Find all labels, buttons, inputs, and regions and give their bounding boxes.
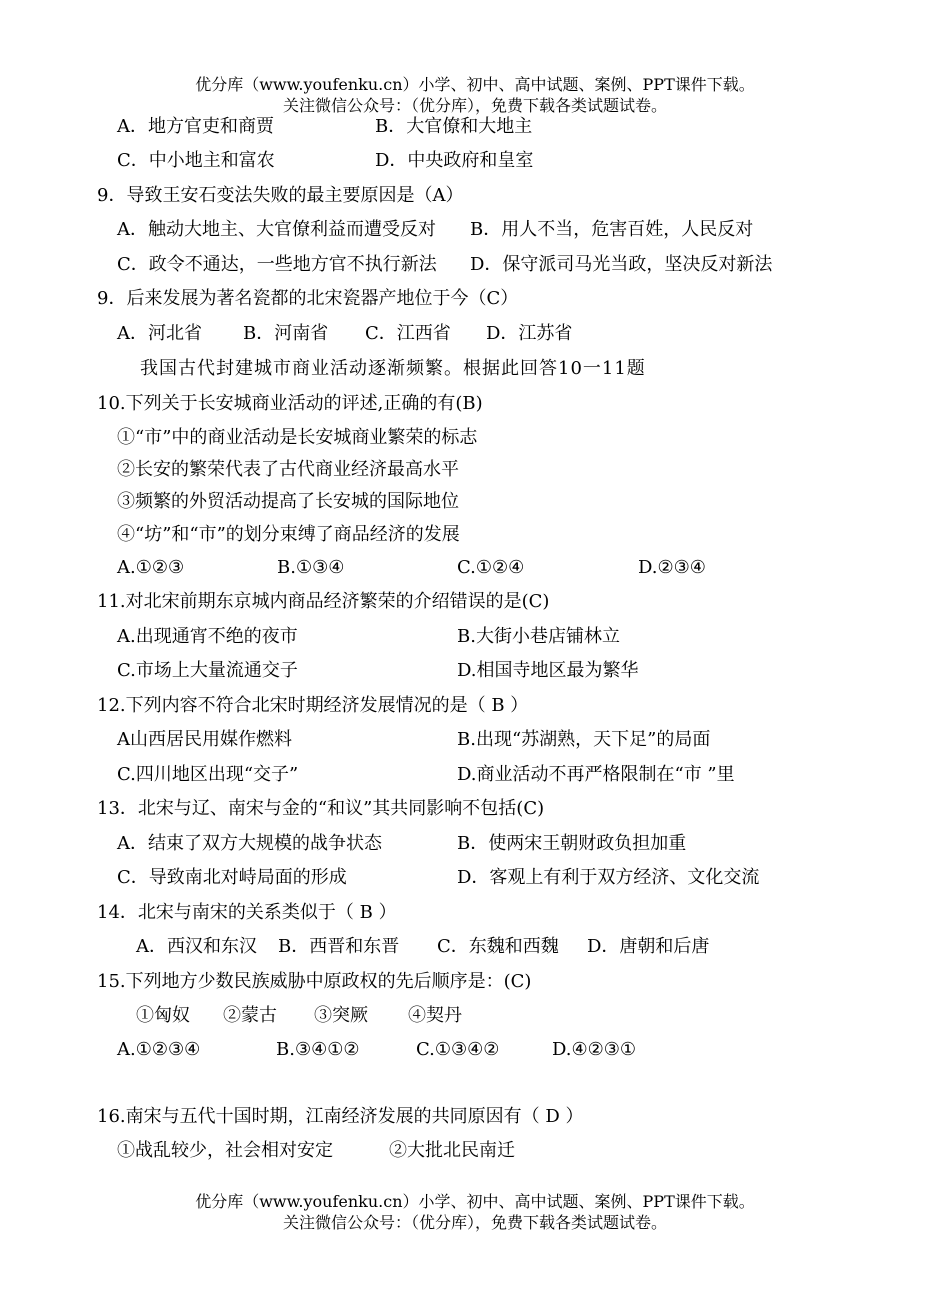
- option-c: C．政令不通达，一些地方官不执行新法: [117, 254, 437, 275]
- item-2: ②大批北民南迁: [389, 1140, 515, 1161]
- item-4: ④契丹: [408, 1005, 462, 1026]
- question-10-item-3: ③频繁的外贸活动提高了长安城的国际地位: [117, 491, 459, 512]
- page-footer-line-1: 优分库（www.youfenku.cn）小学、初中、高中试题、案例、PPT课件下载。: [195, 1192, 755, 1211]
- option-a: A．河北省: [117, 323, 202, 344]
- option-b: B.①③④: [277, 557, 345, 578]
- option-d: D．唐朝和后唐: [587, 936, 710, 957]
- option-d: D．中央政府和皇室: [375, 150, 534, 171]
- option-b: B．河南省: [243, 323, 329, 344]
- question-10-item-4: ④“坊”和“市”的划分束缚了商品经济的发展: [117, 524, 460, 545]
- option-a: A．结束了双方大规模的战争状态: [117, 833, 382, 854]
- option-c: C.四川地区出现“交子”: [117, 764, 299, 785]
- item-2: ②蒙古: [223, 1005, 277, 1026]
- option-c: C．导致南北对峙局面的形成: [117, 867, 347, 888]
- item-1: ①战乱较少，社会相对安定: [117, 1140, 333, 1161]
- option-b: B.出现“苏湖熟，天下足”的局面: [457, 729, 711, 750]
- option-b: B．西晋和东晋: [278, 936, 400, 957]
- option-a: A．西汉和东汉: [136, 936, 257, 957]
- question-16-stem: 16.南宋与五代十国时期，江南经济发展的共同原因有（ D ）: [97, 1106, 584, 1127]
- option-b: B.大街小巷店铺林立: [457, 626, 620, 647]
- page-header-line-2: 关注微信公众号：（优分库），免费下载各类试题试卷。: [282, 96, 667, 115]
- option-d: D.商业活动不再严格限制在“市 ”里: [457, 764, 735, 785]
- question-15-stem: 15.下列地方少数民族威胁中原政权的先后顺序是：(C): [97, 971, 532, 992]
- option-b: B．用人不当，危害百姓，人民反对: [470, 219, 754, 240]
- item-3: ③突厥: [314, 1005, 368, 1026]
- option-c: C．东魏和西魏: [437, 936, 559, 957]
- option-d: D.相国寺地区最为繁华: [457, 660, 639, 681]
- option-c: C.市场上大量流通交子: [117, 660, 298, 681]
- question-9b-stem: 9．后来发展为著名瓷都的北宋瓷器产地位于今（C）: [97, 288, 519, 309]
- option-a: A.①②③④: [117, 1039, 201, 1060]
- question-12-stem: 12.下列内容不符合北宋时期经济发展情况的是（ B ）: [97, 695, 529, 716]
- option-b: B．大官僚和大地主: [375, 116, 533, 137]
- option-c: C．江西省: [365, 323, 451, 344]
- option-c: C．中小地主和富农: [117, 150, 275, 171]
- question-9a-stem: 9．导致王安石变法失败的最主要原因是（A）: [97, 185, 464, 206]
- page-header-line-1: 优分库（www.youfenku.cn）小学、初中、高中试题、案例、PPT课件下载。: [195, 75, 755, 94]
- option-a: A．触动大地主、大官僚利益而遭受反对: [117, 219, 436, 240]
- question-14-stem: 14．北宋与南宋的关系类似于（ B ）: [97, 902, 397, 923]
- option-b: B．使两宋王朝财政负担加重: [457, 833, 687, 854]
- option-a: A山西居民用媒作燃料: [117, 729, 292, 750]
- option-d: D．保守派司马光当政，坚决反对新法: [470, 254, 773, 275]
- option-d: D.②③④: [638, 557, 706, 578]
- option-d: D.④②③①: [552, 1039, 637, 1060]
- option-a: A.出现通宵不绝的夜市: [117, 626, 298, 647]
- option-d: D．江苏省: [486, 323, 573, 344]
- question-10-item-2: ②长安的繁荣代表了古代商业经济最高水平: [117, 459, 459, 480]
- option-a: A．地方官吏和商贾: [117, 116, 274, 137]
- option-c: C.①②④: [457, 557, 525, 578]
- section-note: 我国古代封建城市商业活动逐渐频繁。根据此回答10一11题: [140, 358, 646, 379]
- question-10-stem: 10.下列关于长安城商业活动的评述,正确的有(B): [97, 393, 483, 414]
- page-footer-line-2: 关注微信公众号：（优分库），免费下载各类试题试卷。: [282, 1213, 667, 1232]
- option-d: D．客观上有利于双方经济、文化交流: [457, 867, 760, 888]
- option-b: B.③④①②: [276, 1039, 360, 1060]
- item-1: ①匈奴: [136, 1005, 190, 1026]
- option-a: A.①②③: [117, 557, 185, 578]
- question-13-stem: 13．北宋与辽、南宋与金的“和议”其共同影响不包括(C): [97, 798, 545, 819]
- question-10-item-1: ①“市”中的商业活动是长安城商业繁荣的标志: [117, 427, 478, 448]
- option-c: C.①③④②: [416, 1039, 500, 1060]
- question-11-stem: 11.对北宋前期东京城内商品经济繁荣的介绍错误的是(C): [97, 591, 550, 612]
